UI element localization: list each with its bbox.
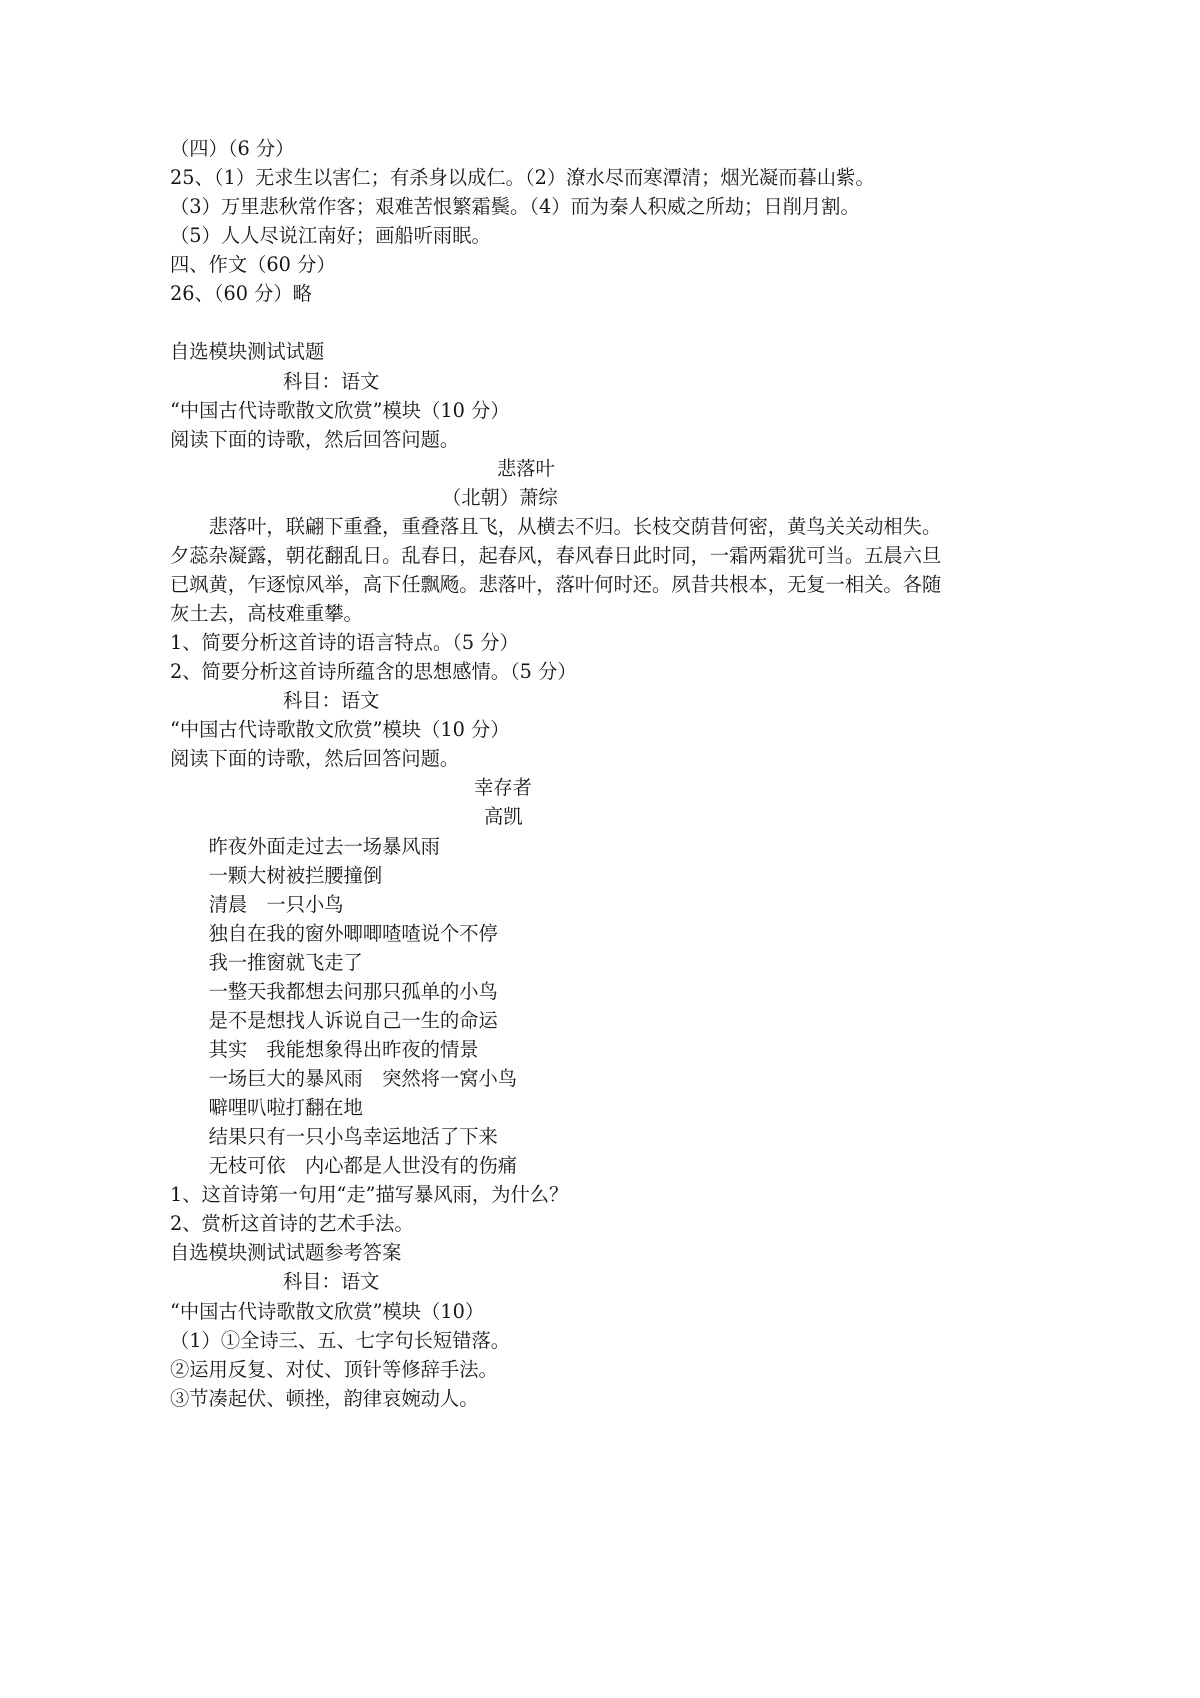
poem-verse-line: 清晨 一只小鸟: [208, 892, 344, 916]
poem-author: 高凯: [484, 805, 523, 829]
elective-test-title: 自选模块测试试题: [170, 340, 325, 364]
poem-title: 幸存者: [474, 776, 532, 800]
poem-verse-line: 昨夜外面走过去一场暴风雨: [208, 834, 440, 858]
item-01-header: [170, 367, 1130, 396]
answer-line: ②运用反复、对仗、顶针等修辞手法。: [170, 1357, 498, 1381]
poem-verse-line: 独自在我的窗外唧唧喳喳说个不停: [208, 921, 498, 945]
poem-verse-line: 一场巨大的暴风雨 突然将一窝小鸟: [208, 1067, 518, 1090]
answer-line: （1）①全诗三、五、七字句长短错落。: [170, 1328, 511, 1352]
item-02-header: [170, 686, 1130, 715]
poem-text-line: 夕蕊杂凝露，朝花翻乱日。乱春日，起春风，春风春日此时同，一霜两霜犹可当。五晨六旦: [170, 543, 942, 567]
item-instruction: 阅读下面的诗歌，然后回答问题。: [170, 747, 460, 771]
poem-author: （北朝）萧综: [442, 485, 558, 509]
poem-verse-line: 噼哩叭啦打翻在地: [208, 1096, 363, 1120]
poem-text-line: 灰土去，高枝难重攀。: [170, 602, 363, 625]
poem-text-line: 悲落叶，联翩下重叠，重叠落且飞，从横去不归。长枝交荫昔何密，黄鸟关关动相失。: [208, 514, 942, 538]
item-module: “中国古代诗歌散文欣赏”模块（10 分）: [170, 398, 510, 422]
answer-key-title: 自选模块测试试题参考答案: [170, 1241, 402, 1265]
answer-q25-line: 25、（1）无求生以害仁；有杀身以成仁。（2）潦水尽而寒潭清；烟光凝而暮山紫。: [170, 166, 875, 190]
poem-verse-line: 我一推窗就飞走了: [208, 950, 363, 974]
poem-verse-line: 无枝可依 内心都是人世没有的伤痛: [208, 1154, 518, 1178]
section-heading-part-four: （四）（6 分）: [170, 137, 295, 160]
answer-q25-line: （5）人人尽说江南好；画船听雨眠。: [170, 224, 491, 248]
blank-line: [170, 308, 1130, 337]
poem-verse-line: 一整天我都想去问那只孤单的小鸟: [208, 979, 498, 1003]
poem-text-line: 已飒黄，乍逐惊风举，高下任飘飏。悲落叶，落叶何时还。夙昔共根本，无复一相关。各随: [170, 572, 942, 596]
poem-verse-line: 其实 我能想象得出昨夜的情景: [208, 1037, 479, 1061]
item-subject: 科目：语文: [283, 369, 380, 393]
question: 2、赏析这首诗的艺术手法。: [170, 1212, 414, 1236]
item-instruction: 阅读下面的诗歌，然后回答问题。: [170, 427, 460, 451]
composition-heading: 四、作文（60 分）: [170, 253, 336, 277]
poem-verse-line: 结果只有一只小鸟幸运地活了下来: [208, 1125, 498, 1149]
poem-title: 悲落叶: [497, 456, 555, 480]
question: 1、这首诗第一句用“走”描写暴风雨，为什么？: [170, 1183, 569, 1207]
answer-key-item-header: [170, 1267, 1130, 1296]
answer-line: ③节凑起伏、顿挫，韵律哀婉动人。: [170, 1386, 479, 1410]
item-subject: 科目：语文: [283, 689, 380, 713]
poem-verse-line: 是不是想找人诉说自己一生的命运: [208, 1008, 498, 1032]
answer-q26: 26、（60 分）略: [170, 282, 312, 306]
item-subject: 科目：语文: [283, 1270, 380, 1294]
item-module: “中国古代诗歌散文欣赏”模块（10）: [170, 1299, 485, 1323]
item-module: “中国古代诗歌散文欣赏”模块（10 分）: [170, 718, 510, 742]
question: 1、简要分析这首诗的语言特点。（5 分）: [170, 631, 519, 655]
answer-q25-line: （3）万里悲秋常作客；艰难苦恨繁霜鬓。（4）而为秦人积威之所劫；日削月割。: [170, 195, 860, 219]
poem-verse-line: 一颗大树被拦腰撞倒: [208, 863, 383, 887]
question: 2、简要分析这首诗所蕴含的思想感情。（5 分）: [170, 660, 577, 684]
page-content: [170, 134, 1130, 1413]
